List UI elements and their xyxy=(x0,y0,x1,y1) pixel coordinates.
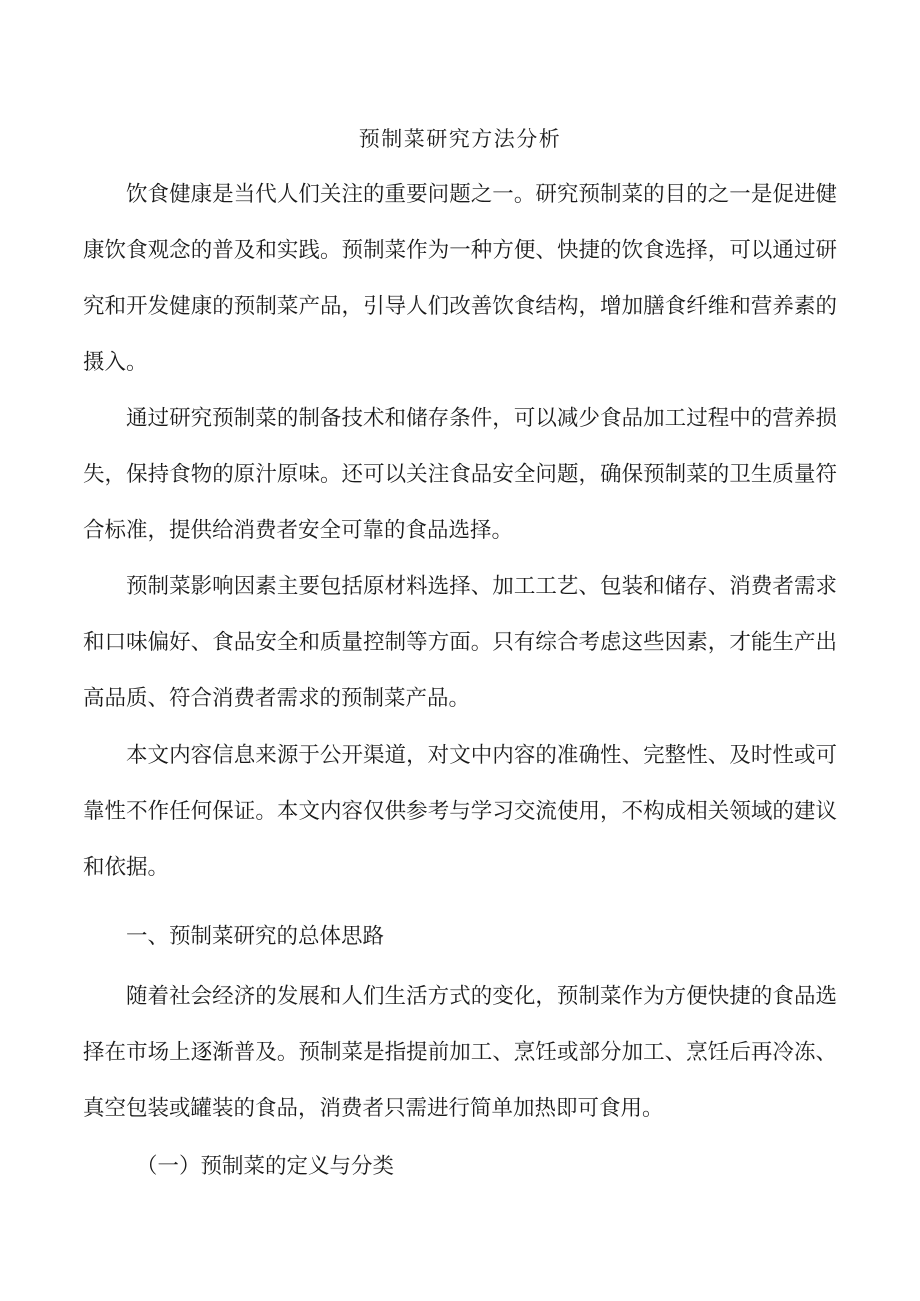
paragraph-intro: 随着社会经济的发展和人们生活方式的变化，预制菜作为方便快捷的食品选择在市场上逐渐普及。预制菜是指提前加工、烹饪或部分加工、烹饪后再冷冻、真空包装或罐装的食品，消费者只需进行简单加热即可食用。 xyxy=(83,984,837,1121)
paragraph-disclaimer: 本文内容信息来源于公开渠道，对文中内容的准确性、完整性、及时性或可靠性不作任何保证。本文内容仅供参考与学习交流使用，不构成相关领域的建议和依据。 xyxy=(83,743,837,880)
subsection-heading: （一）预制菜的定义与分类 xyxy=(136,1154,395,1179)
paragraph-factors: 预制菜影响因素主要包括原材料选择、加工工艺、包装和储存、消费者需求和口味偏好、食品安全和质量控制等方面。只有综合考虑这些因素，才能生产出高品质、符合消费者需求的预制菜产品。 xyxy=(83,574,837,711)
paragraph-technology: 通过研究预制菜的制备技术和储存条件，可以减少食品加工过程中的营养损失，保持食物的原汁原味。还可以关注食品安全问题，确保预制菜的卫生质量符合标准，提供给消费者安全可靠的食品选择。 xyxy=(83,406,837,543)
section-heading: 一、预制菜研究的总体思路 xyxy=(126,924,385,949)
paragraph-health: 饮食健康是当代人们关注的重要问题之一。研究预制菜的目的之一是促进健康饮食观念的普及和实践。预制菜作为一种方便、快捷的饮食选择，可以通过研究和开发健康的预制菜产品，引导人们改善饮食结构，增加膳食纤维和营养素的摄入。 xyxy=(83,182,837,375)
document-title: 预制菜研究方法分析 xyxy=(358,127,562,151)
